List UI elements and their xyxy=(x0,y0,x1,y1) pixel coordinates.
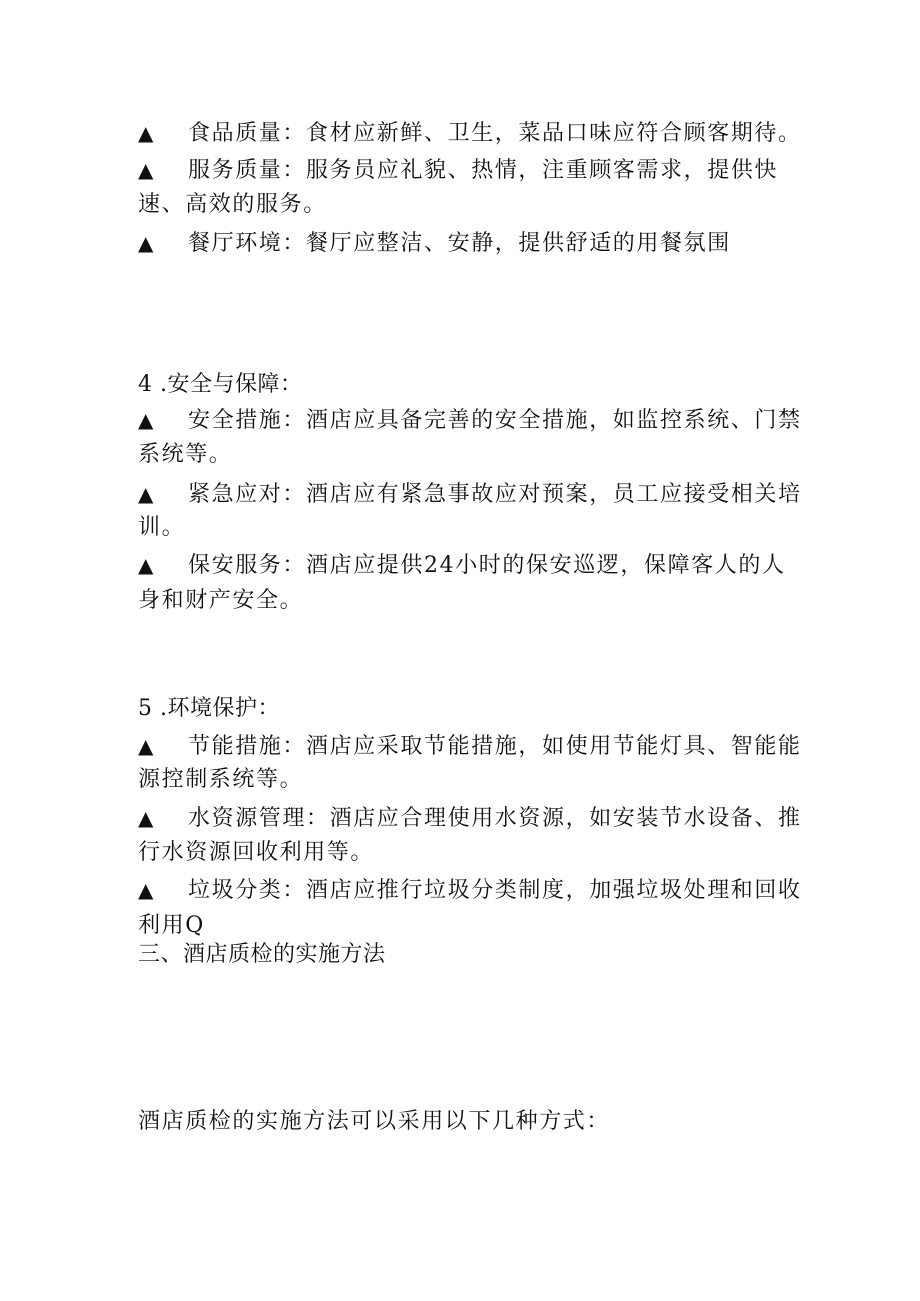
bullet-text: 紧急应对：酒店应有紧急事故应对预案，员工应接受相关培 xyxy=(188,482,802,507)
bullet-water-management xyxy=(138,803,802,834)
bullet-garbage-sorting xyxy=(138,875,802,906)
bullet-text: 水资源管理：酒店应合理使用水资源，如安装节水设备、推 xyxy=(188,806,802,831)
triangle-bullet-icon: ▲ xyxy=(138,482,155,506)
bullet-safety-measures xyxy=(138,405,802,436)
bullet-continuation: 速、高效的服务。 xyxy=(138,192,327,217)
bullet-restaurant-environment xyxy=(138,228,731,259)
bullet-continuation: 训。 xyxy=(138,515,186,540)
bullet-text: 服务质量：服务员应礼貌、热情，注重顾客需求，提供快 xyxy=(188,158,779,183)
triangle-bullet-icon: ▲ xyxy=(138,878,155,902)
bullet-food-quality xyxy=(138,118,802,149)
triangle-bullet-icon: ▲ xyxy=(138,806,155,830)
bullet-continuation: 身和财产安全。 xyxy=(138,588,304,613)
section-heading-safety: 4 .安全与保障： xyxy=(138,372,303,397)
triangle-bullet-icon: ▲ xyxy=(138,231,155,255)
bullet-emergency-response xyxy=(138,479,802,510)
triangle-bullet-icon: ▲ xyxy=(138,158,155,182)
triangle-bullet-icon: ▲ xyxy=(138,553,155,577)
bullet-service-quality xyxy=(138,155,778,186)
bullet-energy-saving xyxy=(138,731,802,762)
bullet-text: 安全措施：酒店应具备完善的安全措施，如监控系统、门禁 xyxy=(188,408,802,433)
bullet-security-service xyxy=(138,550,786,581)
bullet-continuation: 系统等。 xyxy=(138,442,233,467)
section-heading-environment: 5 .环境保护： xyxy=(138,696,280,721)
section-heading-implementation: 三、酒店质检的实施方法 xyxy=(138,942,386,967)
bullet-text: 餐厅环境：餐厅应整洁、安静，提供舒适的用餐氛围 xyxy=(188,231,731,256)
paragraph-implementation-intro: 酒店质检的实施方法可以采用以下几种方式： xyxy=(138,1109,611,1134)
bullet-continuation: 行水资源回收利用等。 xyxy=(138,840,375,865)
bullet-text: 垃圾分类：酒店应推行垃圾分类制度，加强垃圾处理和回收 xyxy=(188,878,802,903)
triangle-bullet-icon: ▲ xyxy=(138,121,155,145)
bullet-text: 节能措施：酒店应采取节能措施，如使用节能灯具、智能能 xyxy=(188,734,802,759)
bullet-continuation: 利用Q xyxy=(138,913,205,938)
bullet-text: 保安服务：酒店应提供24小时的保安巡逻，保障客人的人 xyxy=(188,553,786,578)
bullet-continuation: 源控制系统等。 xyxy=(138,767,304,792)
triangle-bullet-icon: ▲ xyxy=(138,408,155,432)
bullet-text: 食品质量：食材应新鲜、卫生，菜品口味应符合顾客期待。 xyxy=(188,121,802,146)
triangle-bullet-icon: ▲ xyxy=(138,734,155,758)
